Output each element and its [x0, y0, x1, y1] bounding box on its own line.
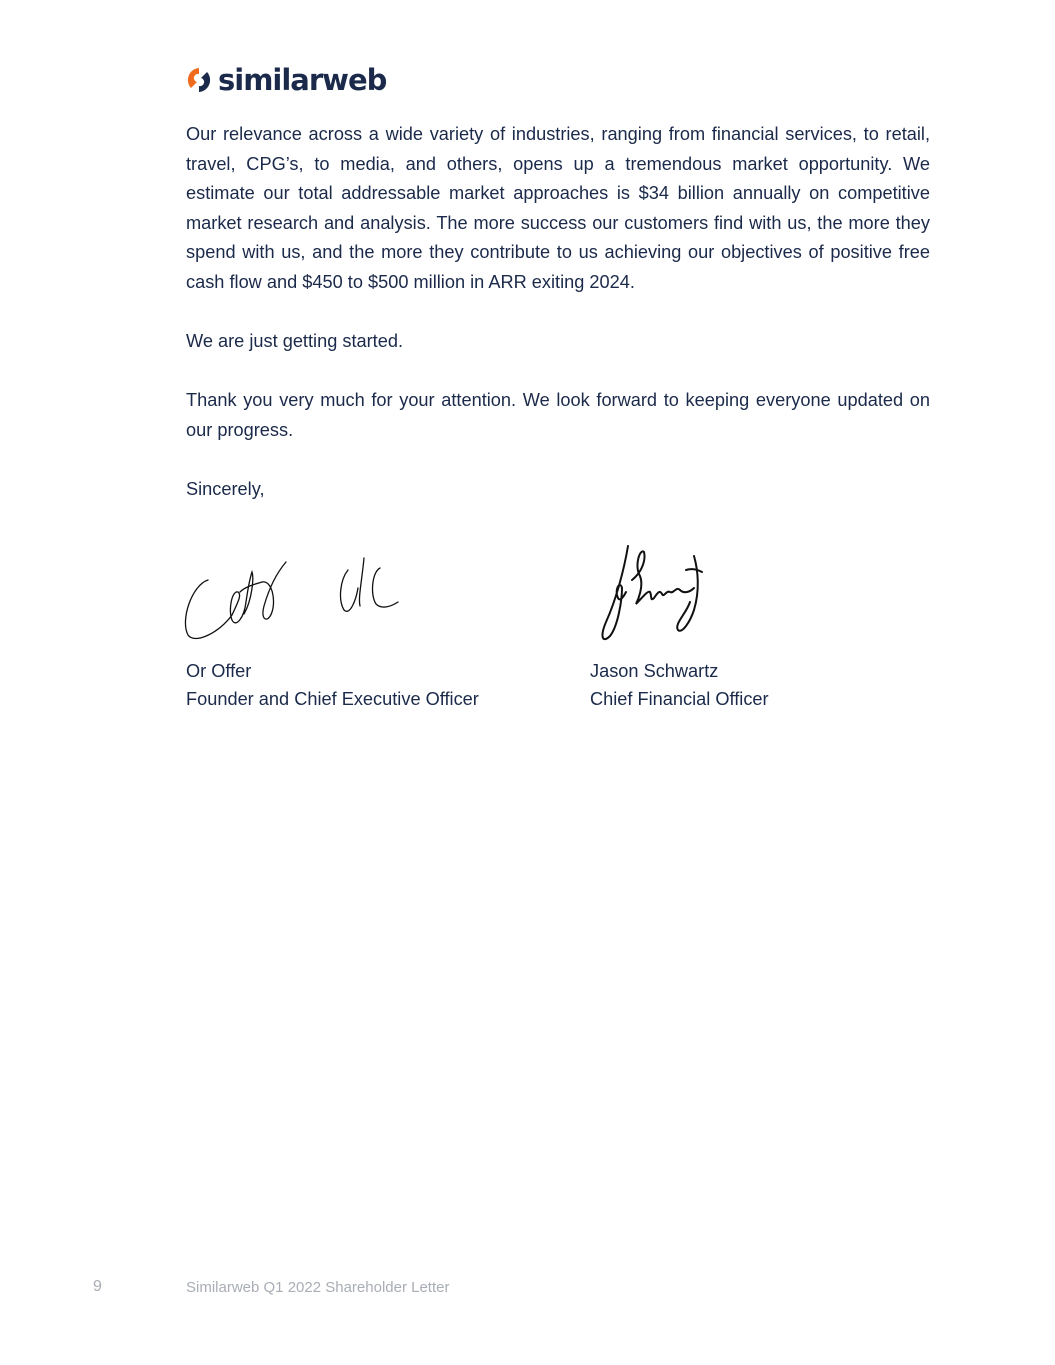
logo-wordmark: similarweb: [218, 63, 387, 97]
company-logo: [186, 64, 386, 96]
paragraph-getting-started: We are just getting started.: [186, 331, 404, 351]
handwritten-signature-icon: [590, 540, 720, 650]
signer-name: Jason Schwartz: [590, 661, 719, 681]
signature-jason-schwartz: [590, 540, 950, 650]
signature-or-offer: [180, 540, 540, 650]
signer-cfo: [590, 657, 769, 713]
signer-ceo: [186, 657, 479, 713]
footer-document-title: Similarweb Q1 2022 Shareholder Letter: [186, 1279, 450, 1296]
signer-title: Founder and Chief Executive Officer: [186, 689, 479, 709]
signer-title: Chief Financial Officer: [590, 689, 769, 709]
page-number: 9: [93, 1278, 102, 1295]
closing-salutation: Sincerely,: [186, 479, 265, 499]
paragraph-thank-you: Thank you very much for your attention. We look forward to keeping everyone updated on our progress.: [186, 390, 930, 440]
signer-name: Or Offer: [186, 661, 252, 681]
paragraph-market-opportunity: Our relevance across a wide variety of industries, ranging from financial services, to retail, travel, CPG’s, to media, and others, opens up a tremendous market opportunity. We estimate our total addressable market approaches is $34 billion annually on competitive market research and analysis. The more success our customers find with us, the more they spend with us, and the more they contribute to us achieving our objectives of positive free cash flow and $450 to $500 million in ARR exiting 2024.: [186, 124, 930, 292]
handwritten-signature-icon: [180, 540, 420, 650]
similarweb-logo-icon: [186, 67, 212, 93]
